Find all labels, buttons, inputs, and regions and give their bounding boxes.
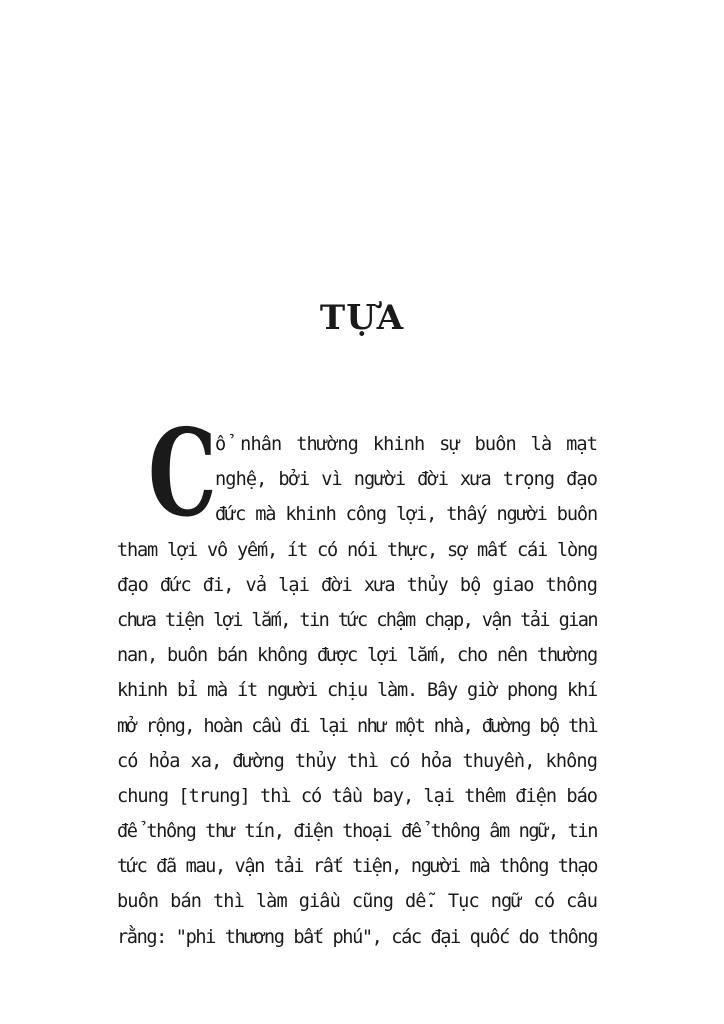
text-line-14: buôn bán thì làm giầu cũng dễ. Tục ngữ có câu [117,891,597,913]
text-line-7: nan, buôn bán không được lợi lắm, cho nên thường [117,645,597,667]
text-line-6: chưa tiện lợi lắm, tin tức chậm chạp, vận tải gian [117,609,597,631]
text-line-8: khinh bỉ mà ít người chịu làm. Bây giờ phong khí [117,680,597,702]
text-line-2: nghệ, bởi vì người đời xưa trọng đạo [215,469,597,491]
text-line-15: rằng: "phi thương bất phú", các đại quốc do thông [117,926,597,948]
text-line-13: tức đã mau, vận tải rất tiện, người mà thông thạo [117,856,597,878]
text-line-10: có hỏa xa, đường thủy thì có hỏa thuyền, không [117,750,597,772]
text-line-12: để thông thư tín, điện thoại để thông âm ngữ, tin [117,821,597,843]
body-paragraph [117,427,597,955]
text-line-4: tham lợi vô yếm, ít có nói thực, sợ mất cái lòng [117,539,597,561]
text-line-3: đức mà khinh công lợi, thấy người buôn [215,504,597,526]
page-title: TỰA [319,298,405,338]
text-line-11: chung [trung] thì có tầu bay, lại thêm điện báo [117,785,597,807]
text-line-1: ổ nhân thường khinh sự buôn là mạt [215,434,597,455]
text-line-9: mở rộng, hoàn cầu đi lại như một nhà, đường bộ thì [117,715,597,737]
drop-cap-letter: C [148,403,217,544]
text-line-5: đạo đức đi, vả lại đời xưa thủy bộ giao thông [117,574,597,596]
